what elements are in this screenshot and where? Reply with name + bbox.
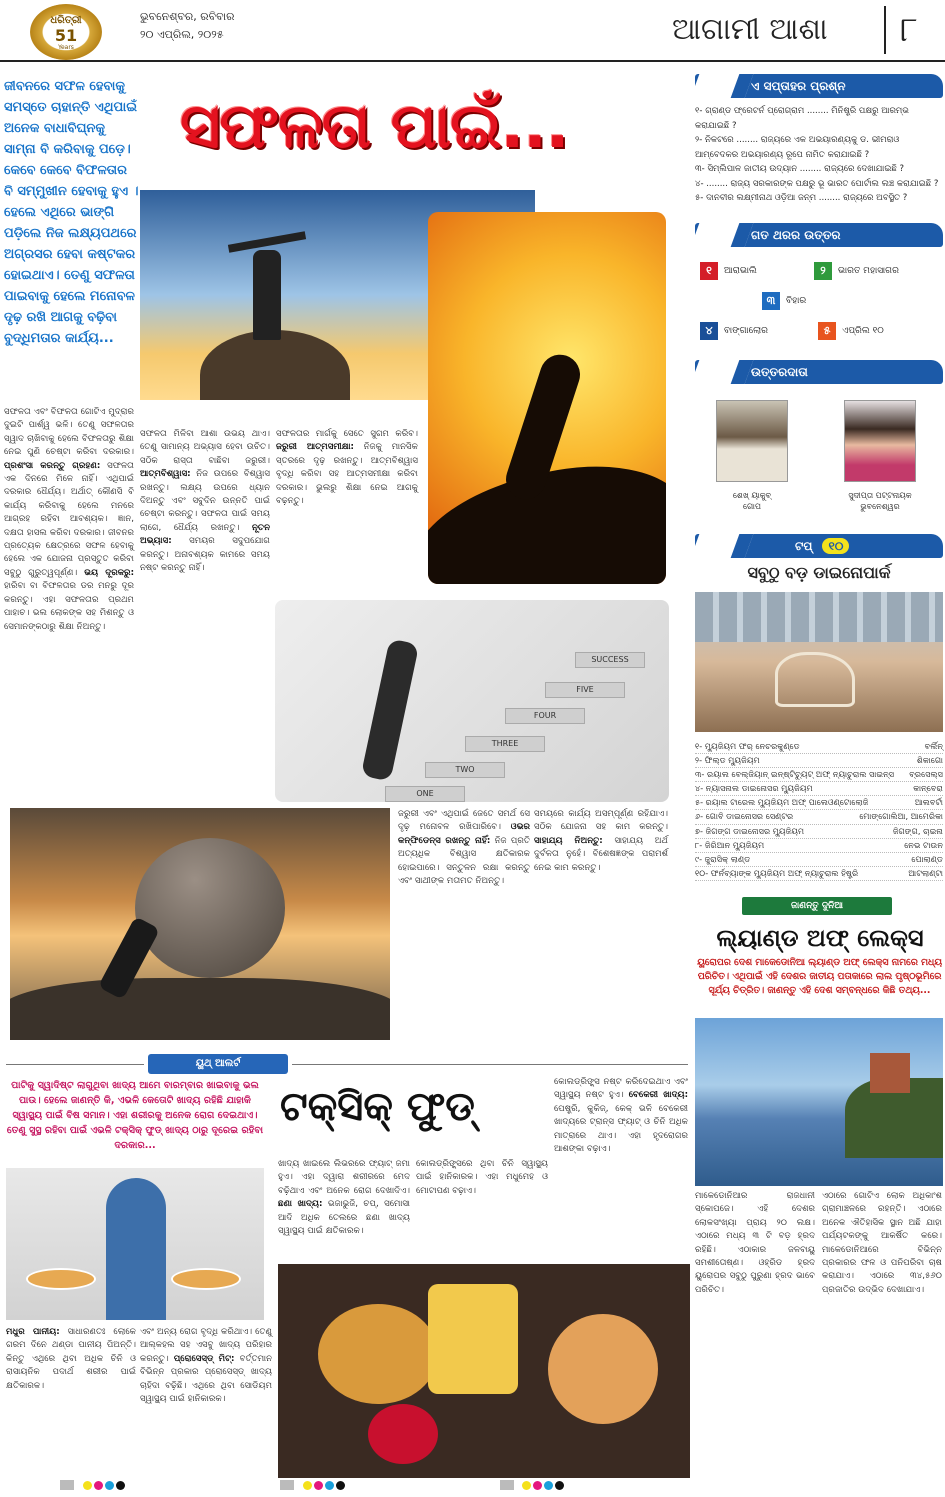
top10-name: ୧- ମ୍ୟୁଜିୟମ ଫର୍ ନେଚରକୁଣ୍ଡେ — [695, 741, 800, 751]
divider — [292, 1064, 688, 1065]
top10-row — [695, 867, 943, 881]
top10-name: ୮- ଜିରିଆନ ମ୍ୟୁଜିୟମ — [695, 839, 765, 850]
top10-place: ଆଲବର୍ଟା — [914, 797, 943, 808]
rocky-ground — [10, 978, 390, 1040]
answerers-header: ଉତ୍ତରଦାତା — [695, 360, 943, 384]
col5-text: ସମୟରେ କାର୍ଯ୍ୟ ଅସମ୍ପୂର୍ଣ୍ଣ ରହିଯାଏ। ସଠିକ ଯୋଜନା ସହ କାମ କରନ୍ତୁ। — [534, 809, 668, 833]
top10-name: ୫- ରୟାଲ ଟାରେଲ ମ୍ୟୁଜିୟମ ଅଫ୍ ପାଲେଓଣ୍ଟୋଲୋଜି — [695, 797, 869, 808]
col2-subhead-1: ଆତ୍ମବିଶ୍ୱାସ: — [140, 469, 191, 480]
youth-col5-subhead: ପ୍ରୋସେସ୍ଡ୍ ମିଟ୍: — [173, 1353, 235, 1364]
col2-text: ସଫଳତା ମିଳିବା ଆଶା ଉଭୟ ଥାଏ। ତେଣୁ ସାମାନ୍ୟ ଅଭ୍ୟାସ ହେବା ଉଚିତ। ସଠିକ ରାସ୍ତା ବାଛିବା ଜରୁରୀ। — [140, 429, 270, 466]
answers-header: ଗତ ଥରର ଉତ୍ତର — [695, 223, 943, 247]
answer-text: ବିହାର — [786, 295, 807, 306]
step-one: ONE — [385, 786, 465, 802]
dateline — [140, 8, 320, 44]
grey-mark — [500, 1480, 514, 1490]
article-column-1 — [4, 406, 134, 801]
top10-row — [695, 754, 943, 768]
article-headline: ସଫଳତା ପାଇଁ... — [180, 89, 569, 162]
youth-column-3 — [554, 1076, 688, 1262]
museum-glass-roof — [695, 592, 943, 642]
top10-name: ୧୦- ଫର୍ନବ୍ୟାଙ୍କ ମ୍ୟୁଜିୟମ ଅଫ୍ ନ୍ୟାଚୁରାଲ ହିଷ୍ଟ୍ରି — [695, 867, 859, 878]
step-three: THREE — [465, 736, 545, 752]
answerer-place: ଭୁବନେଶ୍ୱର — [860, 502, 900, 511]
answerer-caption — [830, 490, 930, 512]
answerer-name: ସୁଦୀପ୍ତା ପଟ୍ଟନାୟକ — [848, 491, 912, 500]
col4-subhead-1: ଓଭର କନ୍ଫିଡେନ୍ସ ରଖନ୍ତୁ ନାହିଁ: — [398, 822, 530, 846]
answerer-name: ଶେଖ୍ ୟାକୁବ୍ — [732, 491, 772, 500]
top10-place: ଆଟଲାଣ୍ଟା — [908, 867, 943, 878]
junk-food-photo — [278, 1264, 690, 1478]
youth-col4-subhead: ମଧୁର ପାନୀୟ: — [6, 1327, 60, 1337]
answer-text: ବାଙ୍ଗାଲୋର — [724, 325, 768, 336]
top10-row — [695, 740, 943, 754]
man-silhouette — [253, 250, 281, 340]
step-two: TWO — [425, 762, 505, 778]
answer-item — [814, 262, 899, 280]
answer-item — [762, 292, 806, 310]
answer-text: ଆରାଭାଲି — [724, 265, 757, 276]
know-column-2: ଏଠାରେ ଗୋଟିଏ ଲୋକ ଅଧିକାଂଶ ଗ୍ରାମାଞ୍ଚଳରେ ରହନ୍ତି। ଏଠାରେ ଅନେକ ଐତିହାସିକ ସ୍ଥାନ ଅଛି ଯାହା ପର୍ଯ୍ୟଟକଙ୍କୁ ଆକର୍ଷିତ କରେ। ମାକେଡୋନିଆରେ ବିଭିନ୍ନ ପ୍ରକାରର ଫଳ ଓ ପନିପରିବା ଚାଷ କରାଯାଏ। ଏଠାରେ ୩୪,୫୬୦ ପ୍ରଜାତିର ଉଦ୍ଭିଦ ଦେଖାଯାଏ। — [822, 1191, 942, 1295]
answer-number: ୫ — [818, 322, 836, 340]
col1-text-2: ସଫଳତା ଏକ ଦିନରେ ମିଳେ ନାହିଁ। ଏଥିପାଇଁ ଦରକାର ଧୈର୍ଯ୍ୟ। ଅର୍ଥାତ୍ କୌଣସି ବି କାର୍ଯ୍ୟ କରିବାକୁ ହେଲେ ମନରେ ଆଗ୍ରହ ରହିବା ଆବଶ୍ୟକ। ଜ୍ଞାନ, ଦକ୍ଷତା ହାସଲ କରିବା ଦରକାର। ଜୀବନର ପ୍ରତ୍ୟେକ କ୍ଷେତ୍ରରେ ସଫଳ ହେବାକୁ ହେଲେ ଏକ ଯୋଜନା ପ୍ରସ୍ତୁତ କରିବା ସବୁଠୁ ଗୁରୁତ୍ୱପୂର୍ଣ୍ଣ। — [4, 460, 135, 578]
col5-subhead-1: ସାହାଯ୍ୟ ନିଅନ୍ତୁ: — [534, 835, 603, 846]
quiz-question: ୫- ଦାନବୀର ଲକ୍ଷ୍ମୀନାଥ ଓଡ଼ିଆ ଜନ୍ମ ........ ରାଜ୍ୟରେ ଅବସ୍ଥିତ ? — [695, 193, 908, 203]
logo-years-word: Years — [58, 43, 74, 51]
fries — [428, 1284, 518, 1394]
top10-label: ଟପ୍ — [795, 539, 813, 553]
top10-name: ୩- ରୟାଲ ବେଲ୍ଜିୟାନ୍ ଇନ୍‌ଷ୍ଟିଚ୍ୟୁଟ୍ ଅଫ୍ ନ୍ୟାଚୁରାଲ ସାଇନ୍ସ — [695, 769, 895, 780]
food-refusal-photo — [6, 1168, 264, 1320]
quiz-header: ଏ ସପ୍ତାହର ପ୍ରଶ୍ନ — [695, 74, 943, 98]
lake-ohrid-photo — [695, 1018, 943, 1186]
top10-place: କାନ୍‌ବେରା — [913, 783, 943, 794]
col3-text-2: ନିଜକୁ ମାନସିକ ସ୍ତରରେ ଦୃଢ଼ ରଖନ୍ତୁ। ଆତ୍ମବିଶ୍ୱାସ ବୃଦ୍ଧି କରିବା ସହ ଆତ୍ମସମୀକ୍ଷା କରିବା ଦରକାର। ଭୁଲରୁ ଶିକ୍ଷା ନେଇ ଆଗକୁ ବଢ଼ନ୍ତୁ। — [276, 442, 418, 507]
col4-text: ଜରୁରୀ ଏବଂ ଏଥିପାଇଁ ଜେତେ ସମର୍ଥ ସେ ଦୃଢ଼ ମନୋବଳ ରଖିପାରିବେ। — [398, 809, 530, 833]
dinosaur-museum-photo — [695, 592, 943, 732]
quiz-questions — [695, 104, 943, 206]
cmyk-dots — [522, 1481, 566, 1494]
answer-number: ୩ — [762, 292, 780, 310]
answer-item — [700, 322, 768, 340]
top10-name: ୬- ଗୋବି ଡାଇନୋସର ସେଣ୍ଟର — [695, 811, 794, 822]
col1-subhead-2: ଭୟ ଦୂରକରୁ: — [84, 567, 135, 578]
answerer-photo — [844, 400, 916, 482]
grey-mark — [280, 1480, 294, 1490]
col5-text-2: ସାହାଯ୍ୟ ଅର୍ଥ ଦୁର୍ବଳତା ନୁହେଁ। ବିଶେଷଜ୍ଞଙ୍କ ପରାମର୍ଶ ନେଇ କାମ କରନ୍ତୁ। — [534, 835, 668, 873]
youth-col5-text-2: ବର୍ତ୍ତମାନ ବିଭିନ୍ନ ପ୍ରକାର ପ୍ରୋସେସ୍ଡ୍ ଖାଦ୍ୟ ଚାହିଦା ବଢ଼ିଛି। ଏଥିରେ ଥିବା ସୋଡିୟମ ସ୍ୱାସ୍ଥ୍ୟ ପାଇଁ ହାନିକାରକ। — [140, 1353, 273, 1405]
youth-col4-text: ସାଧାରଣତଃ ଲୋକେ ଗରମ ଦିନେ ଥଣ୍ଡା ପାନୀୟ ପିଅନ୍ତି। କିନ୍ତୁ ଏଥିରେ ଥିବା ଅଧିକ ଚିନି ଓ ରାସାୟନିକ ପଦାର୍ଥ ଶରୀର ପାଇଁ କ୍ଷତିକାରକ। — [6, 1327, 137, 1391]
answerer-photo — [716, 400, 788, 482]
article-column-5 — [534, 808, 668, 1044]
col3-text: ସଫଳତାର ମାର୍ଗକୁ ସେତେ ସୁଗମ କରିବ। — [276, 429, 418, 439]
climber-sunset-photo — [428, 212, 666, 584]
answer-text: ଏପ୍ରିଲ ୧୦ — [842, 325, 884, 336]
land-of-lakes-intro: ୟୁରୋପର ଦେଶ ମାକେଡୋନିଆ ଲ୍ୟାଣ୍ଡ ଅଫ୍ ଲେକ୍ସ ନାମରେ ମଧ୍ୟ ପରିଚିତ। ଏଥିପାଇଁ ଏହି ଦେଶର ଜାତୀୟ ପତାକାରେ ଲାଲ ପୃଷ୍ଠଭୂମିରେ ସୂର୍ଯ୍ୟ ଚିତ୍ରିତ। ଜାଣନ୍ତୁ ଏହି ଦେଶ ସମ୍ବନ୍ଧରେ କିଛି ତଥ୍ୟ... — [697, 957, 942, 996]
answer-text: ଭାରତ ମହାସାଗର — [838, 265, 899, 276]
top10-list — [695, 740, 943, 881]
col3-subhead-1: ଜରୁରୀ ଆତ୍ମସମୀକ୍ଷା: — [276, 442, 354, 453]
answer-item — [700, 262, 757, 280]
article-lead: ଜୀବନରେ ସଫଳ ହେବାକୁ ସମସ୍ତେ ଚାହାନ୍ତି ଏଥିପାଇଁ ଅନେକ ବାଧାବିଘ୍ନକୁ ସାମ୍ନା ବି କରିବାକୁ ପଡ଼େ। କେବେ କେବେ ବିଫଳତାର ବି ସମ୍ମୁଖୀନ ହେବାକୁ ହୁଏ । ହେଲେ ଏଥିରେ ଭାଙ୍ଗି ପଡ଼ିଲେ ନିଜ ଲକ୍ଷ୍ୟପଥରେ ଅଗ୍ରସର ହେବା କଷ୍ଟକର ହୋଇଥାଏ। ତେଣୁ ସଫଳତା ପାଇବାକୁ ହେଲେ ମନୋବଳ ଦୃଢ଼ ରଖି ଆଗକୁ ବଢ଼ିବା ବୁଦ୍ଧିମତାର କାର୍ଯ୍ୟ... — [4, 79, 139, 346]
logo-years-number: 51 — [54, 25, 78, 45]
youth-column-5 — [140, 1326, 272, 1481]
top10-row — [695, 782, 943, 796]
step-five: FIVE — [545, 682, 625, 698]
youth-col3-text: କୋଲଡ୍ରିଙ୍କ୍ସ ନଷ୍ଟ କରିଦେଇଥାଏ ଏବଂ ସ୍ୱାସ୍ଥ୍ୟ ନଷ୍ଟ ହୁଏ। — [554, 1077, 688, 1101]
answerer-place: ଗୋପ — [743, 502, 761, 511]
land-of-lakes-title: ଲ୍ୟାଣ୍ଡ ଅଫ୍ ଲେକ୍ସ — [716, 924, 924, 952]
col1-text: ସଫଳତା ଏବଂ ବିଫଳତା ଗୋଟିଏ ମୁଦ୍ରାର ଦୁଇଟି ପାର୍ଶ୍ୱ ଭଳି। ତେଣୁ ସଫଳତାର ସ୍ୱାଦ ଚାଖିବାକୁ ହେଲେ ବିଫଳତାରୁ ଶିକ୍ଷା ନେଇ ପୁଣି ଚେଷ୍ଟା କରିବା ଦରକାର। — [4, 407, 134, 458]
top10-title: ସବୁଠୁ ବଡ଼ ଡାଇନୋପାର୍କ — [747, 563, 891, 582]
youth-column-2: କୋଲଡ୍ରିଙ୍କ୍ସରେ ଥିବା ଚିନି ସ୍ୱାସ୍ଥ୍ୟ ପାଇଁ ହାନିକାରକ। ଏହା ମଧୁମେହ ଓ ମୋଟାପଣ ବଢ଼ାଏ। — [416, 1159, 548, 1196]
cmyk-dots — [83, 1481, 127, 1494]
article-column-4 — [398, 808, 530, 1044]
boulder-push-photo — [10, 808, 390, 1040]
quiz-question: ୧- ଗ୍ରାଣ୍ଡ ଫ୍ରେଟର୍ନ ପ୍ରୋଗ୍ରାମ ........ ମିନିଷ୍ଟ୍ରି ପକ୍ଷରୁ ଆରମ୍ଭ କରାଯାଇଛି ? — [695, 106, 909, 131]
col4-text-2: ନିଜ ପ୍ରତି ଅତ୍ୟଧିକ ବିଶ୍ୱାସ କ୍ଷତିକାରକ ହୋଇପାରେ। ସନ୍ତୁଳନ ରକ୍ଷା କରନ୍ତୁ ଏବଂ ସାଥୀଙ୍କ ମତାମତ ନିଅନ୍ତୁ। — [398, 835, 530, 887]
pizza-plate — [26, 1268, 96, 1290]
top10-header — [695, 534, 943, 558]
divider — [6, 1064, 144, 1065]
top10-place: ଜିଗଙ୍ଗ, ଚାଇନା — [892, 825, 943, 836]
article-column-2 — [140, 428, 270, 798]
col1-subhead-1: ପ୍ରଶଂସା କରନ୍ତୁ ଗ୍ରହଣ: — [4, 460, 101, 471]
quiz-question: ୪- ........ ରାଜ୍ୟ ସରକାରଙ୍କ ପକ୍ଷରୁ ଭୂ ଭାରତ ପୋର୍ଟାଲ ଲଞ୍ଚ କରାଯାଇଛି ? — [695, 178, 939, 189]
youth-intro: ପାଟିକୁ ସ୍ୱାଦିଷ୍ଟ ଲାଗୁଥିବା ଖାଦ୍ୟ ଆମେ ବାରମ୍ବାର ଖାଇବାକୁ ଭଲ ପାଉ। ହେଲେ ଜାଣନ୍ତି କି, ଏଭଳି କେତୋଟି ଖାଦ୍ୟ ରହିଛି ଯାହାକି ସ୍ୱାସ୍ଥ୍ୟ ପାଇଁ ବିଷ ସମାନ। ଏହା ଶରୀରକୁ ଅନେକ ରୋଗ ଦେଇଥାଏ। ତେଣୁ ସୁସ୍ଥ ରହିବା ପାଇଁ ଏଭଳି ଟକ୍ସିକ୍ ଫୁଡ୍ ଖାଦ୍ୟ ଠାରୁ ଦୂରେଇ ରହିବା ଦରକାର... — [6, 1080, 264, 1151]
rock-peak — [200, 330, 350, 400]
top10-place: ମୋଙ୍ଗୋଲିଆ, ଆମେରିକା — [859, 811, 943, 822]
top10-row — [695, 853, 943, 867]
donut — [548, 1314, 658, 1424]
step-success: SUCCESS — [575, 652, 645, 668]
know-world-tag: ଜାଣନ୍ତୁ ଦୁନିଆ — [742, 897, 892, 915]
answer-number: ୪ — [700, 322, 718, 340]
registration-marks — [60, 1480, 890, 1492]
col2-text-3: ସମୟର ସଦୁପଯୋଗ କରନ୍ତୁ। ଅନାବଶ୍ୟକ କାମରେ ସମୟ ନଷ୍ଟ କରନ୍ତୁ ନାହିଁ। — [140, 536, 270, 574]
step-four: FOUR — [505, 708, 585, 724]
answer-number: ୨ — [814, 262, 832, 280]
section-title: ଆଗାମୀ ଆଶା — [672, 12, 828, 47]
church — [870, 1053, 910, 1093]
top10-name: ୨- ଫିଲ୍ଡ ମ୍ୟୁଜିୟମ — [695, 755, 760, 766]
newspaper-logo — [30, 4, 102, 60]
top10-row — [695, 796, 943, 810]
stairs-success-photo — [275, 600, 669, 802]
youth-col1-text: ଖାଦ୍ୟ ଖାଇଲେ ଲିଭରରେ ଫ୍ୟାଟ୍ ଜମା ହୁଏ। ଏହା ଦ୍ୱାରା ଶରୀରରେ ମେଦ ବଢ଼ିଥାଏ ଏବଂ ଅନେକ ରୋଗ ଦେଖାଦିଏ। — [278, 1159, 410, 1196]
top10-row — [695, 810, 943, 824]
page-number: ୮ — [900, 10, 918, 50]
burger-plate — [171, 1268, 241, 1290]
know-column-1: ମାକେଡୋନିଆର ରାଜଧାନୀ ସ୍କୋପଜେ। ଏହି ଦେଶର ଲୋକସଂଖ୍ୟା ପ୍ରାୟ ୨୦ ଲକ୍ଷ। ଏଠାରେ ମଧ୍ୟ ୩ ଟି ବଡ଼ ହ୍ରଦ ରହିଛି। ଏଠାକାର ଜଳବାୟୁ ସମଶୀତୋଷ୍ଣ। ଓହ୍ରିଡ ହ୍ରଦ ୟୁରୋପର ସବୁଠୁ ପୁରୁଣା ହ୍ରଦ ଭାବେ ପରିଚିତ। — [695, 1191, 815, 1295]
man-figure — [106, 1178, 166, 1320]
city-day: ଭୁବନେଶ୍ବର, ରବିବାର — [140, 10, 235, 23]
top10-place: ବର୍ଲିନ୍ — [924, 741, 943, 751]
col1-text-3: ହାରିବା ବା ବିଫଳତାର ଡର ମନରୁ ଦୂର କରନ୍ତୁ। ଏହା ସଫଳତାର ପ୍ରଥମ ପାହାଚ। ଭଲ ଲୋକଙ୍କ ସହ ମିଶନ୍ତୁ ଓ ସେମାନଙ୍କଠାରୁ ଶିକ୍ଷା ନିଅନ୍ତୁ। — [4, 581, 134, 632]
quiz-question: ୨- ନିକଟରେ ........ ରାଜ୍ୟରେ ଏକ ଅଭୟାରଣ୍ୟକୁ ଡ. ଭୀମରାଓ ଆମ୍ବେଦକର ଅଭୟାରଣ୍ୟ ରୂପେ ନାମିତ କରାଯାଇଛି ? — [695, 135, 900, 160]
top10-name: ୯- ଜୁରାସିକ୍ ଲାଣ୍ଡ — [695, 853, 751, 864]
youth-col1-subhead: ଛଣା ଖାଦ୍ୟ: — [278, 1199, 323, 1210]
dinosaur-skeleton — [775, 652, 855, 707]
youth-alert-tag: ୟୁଥ୍ ଆଲର୍ଟ — [148, 1054, 288, 1074]
youth-col3-subhead: ବେକେରୀ ଖାଦ୍ୟ: — [628, 1090, 689, 1101]
top10-row — [695, 825, 943, 839]
top10-place: ଶିକାଗୋ — [916, 755, 943, 766]
top10-place: ନେଭ ଟାଉନ — [904, 839, 943, 850]
top10-number: ୧୦ — [822, 538, 849, 554]
top10-place: ପୋଲାଣ୍ଡ — [911, 853, 943, 864]
top10-name: ୪- ନ୍ୟାସନାଲ ଡାଇନୋସର ମ୍ୟୁଜିୟମ — [695, 783, 813, 794]
issue-date: ୨୦ ଏପ୍ରିଲ, ୨୦୨୫ — [140, 28, 224, 41]
top10-row — [695, 768, 943, 782]
ketchup — [368, 1404, 438, 1464]
youth-col5-text: ଏବଂ ଅନ୍ୟ ରୋଗ ବୃଦ୍ଧି କରିଥାଏ। ତେଣୁ ଆଲ୍‌କହଲ ସହ ଏସବୁ ଖାଦ୍ୟ ପରିହାର କରନ୍ତୁ। — [140, 1327, 272, 1364]
top10-name: ୭- ଜିଗଙ୍ଗ ଡାଇନୋସର ମ୍ୟୁଜିୟମ — [695, 825, 805, 836]
divider — [884, 6, 886, 54]
running-girl — [361, 638, 419, 781]
youth-col1-text-2: ଭଜାଭୁଜି, ଚପ୍, ସମୋସା ଆଦି ଅଧିକ ତେଲରେ ଛଣା ଖାଦ୍ୟ ସ୍ୱାସ୍ଥ୍ୟ ପାଇଁ କ୍ଷତିକାରକ। — [278, 1199, 410, 1237]
quiz-question: ୩- ସିମ୍ଲିପାଳ ଜାତୀୟ ଉଦ୍ୟାନ ........ ରାଜ୍ୟରେ ଦେଖାଯାଇଛି ? — [695, 164, 905, 174]
grey-mark — [60, 1480, 74, 1490]
toxic-food-headline: ଟକ୍ସିକ୍ ଫୁଡ୍ — [280, 1084, 475, 1130]
cmyk-dots — [303, 1481, 347, 1494]
answer-item — [818, 322, 884, 340]
youth-col3-text-2: ପେଷ୍ଟ୍ରି, କୁକିଜ୍, କେକ୍ ଭଳି ବେକେରୀ ଖାଦ୍ୟରେ ଟ୍ରାନ୍ସ ଫ୍ୟାଟ୍ ଓ ଚିନି ଅଧିକ ମାତ୍ରାରେ ଥାଏ। ଏହା ହୃଦରୋଗର ଆଶଙ୍କା ବଢ଼ାଏ। — [554, 1103, 688, 1155]
answerer-caption — [702, 490, 802, 512]
col2-subhead-2: ନୂତନ ଅଭ୍ୟାସ: — [140, 522, 270, 547]
article-column-3 — [276, 428, 418, 593]
burger — [318, 1304, 438, 1404]
top10-row — [695, 839, 943, 853]
answer-number: ୧ — [700, 262, 718, 280]
top10-place: ବ୍ରସେଲ୍ସ — [909, 769, 943, 780]
logo-brand: ଧରିତ୍ରୀ — [50, 15, 82, 26]
youth-column-1 — [278, 1158, 410, 1262]
youth-column-4 — [6, 1326, 136, 1481]
col2-text-2: ନିଜ ଉପରେ ବିଶ୍ୱାସ ରଖନ୍ତୁ। ଲକ୍ଷ୍ୟ ଉପରେ ଧ୍ୟାନ ଦିଅନ୍ତୁ ଏବଂ ସବୁଦିନ ଉନ୍ନତି ପାଇଁ ଚେଷ୍ଟା କରନ୍ତୁ। ସଫଳତା ପାଇଁ ସମୟ ଲାଗେ, ଧୈର୍ଯ୍ୟ ରଖନ୍ତୁ। — [140, 469, 270, 533]
boulder — [135, 838, 285, 978]
